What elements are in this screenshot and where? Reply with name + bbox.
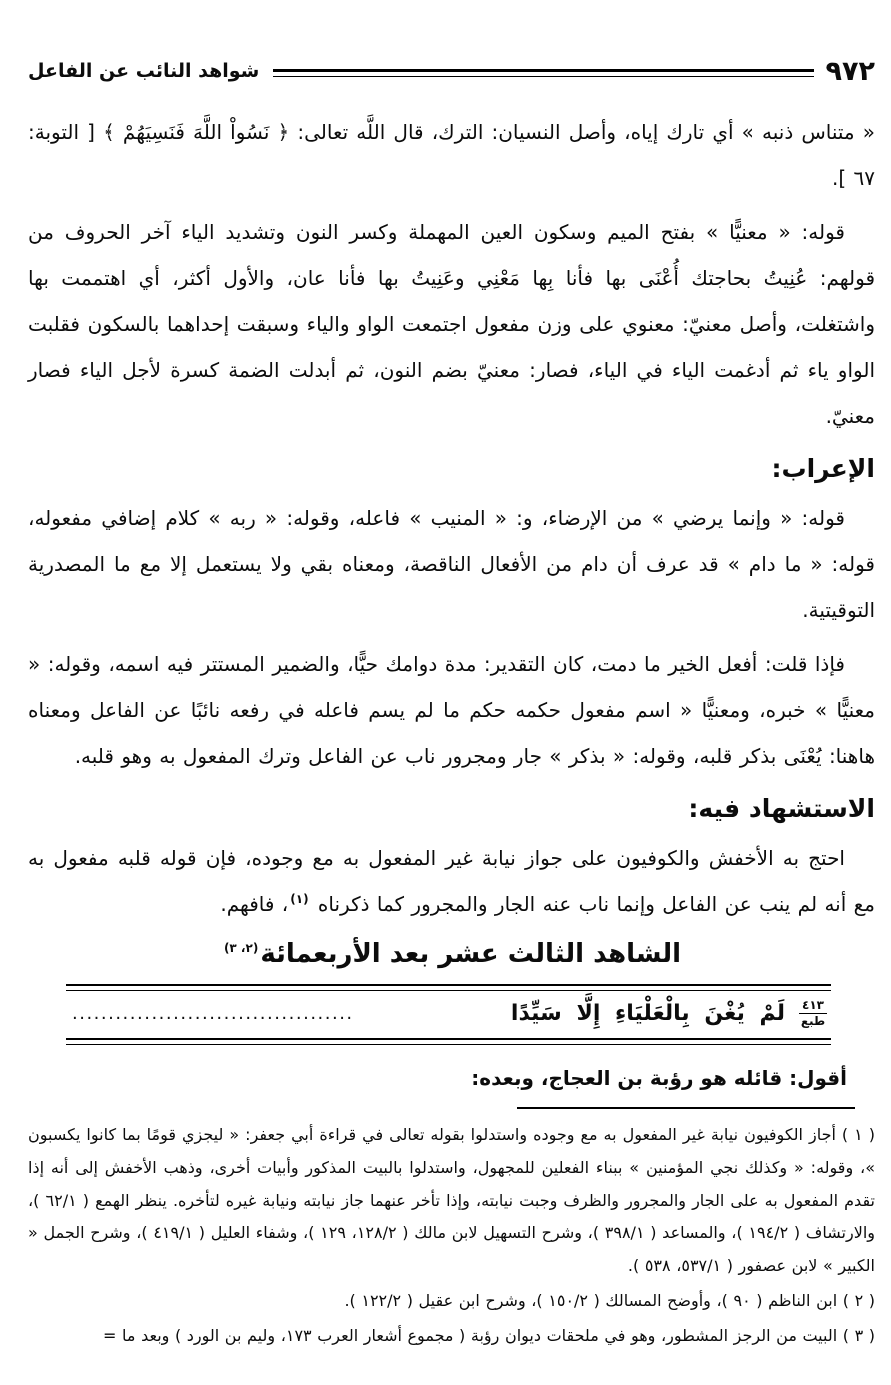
paragraph-mutanas: « متناس ذنبه » أي تارك إياه، وأصل النسيان: الترك، قال اللَّه تعالى: ﴿ نَسُواْ اللَّهَ فَنَسِيَهُمْ ﴾ [ التوبة: ٦٧ ].	[28, 120, 875, 190]
footnote-separator	[517, 1107, 855, 1109]
paragraph-istishhad	[28, 835, 875, 927]
paragraph-irab-2: فإذا قلت: أفعل الخير ما دمت، كان التقدير: مدة دوامك حيًّا، والضمير المستتر فيه اسمه، وقوله: « معنيًّا » خبره، ومعنيًّا « اسم مفعول حكمه حكم ما لم يسم فاعله في رفعه نائبًا عن الفاعل ومعناه هاهنا: يُعْنَى بذكر قلبه، وقوله: « بذكر » جار ومجرور ناب عن الفاعل وترك المفعول به وهو قلبه.	[28, 652, 875, 768]
paragraph-qawluhu: قوله: « معنيًّا » بفتح الميم وسكون العين المهملة وكسر النون وتشديد الياء آخر الحروف من قولهم: عُنِيتُ بحاجتك أُعْنَى بها فأنا بِها مَعْنِي وعَنِيتُ بها فأنا عان، والأول أكثر، أي اهتممت بها واشتغلت، وأصل معنيّ: معنوي على وزن مفعول اجتمعت الواو والياء وسبقت إحداهما بالسكون فقلبت الواو ياء ثم أدغمت الياء في الياء، فصار: معنيّ بضم النون، ثم أبدلت الضمة كسرة لأجل الياء فصار معنيّ.	[28, 220, 875, 428]
header-rule	[273, 69, 813, 77]
istishhad-text-before: احتج به الأخفش والكوفيون على جواز نيابة غير المفعول به مع وجوده، فإن قوله قلبه مفعول به مع أنه لم ينب عن الفاعل وإنما ناب عنه الجار والمجرور كما ذكرناه	[28, 846, 875, 916]
chapter-title: شواهد النائب عن الفاعل	[28, 60, 260, 82]
footnote-ref-1: (١)	[290, 892, 309, 907]
verse-block	[66, 984, 831, 1045]
shahid-title-text: الشاهد الثالث عشر بعد الأربعمائة	[260, 939, 682, 969]
verse-number	[799, 998, 827, 1029]
verse-ellipsis-dots: .......................................	[72, 1003, 354, 1024]
heading-istishhad: الاستشهاد فيه:	[688, 794, 875, 823]
istishhad-text-after: ، فافهم.	[220, 892, 289, 916]
page-number: ٩٧٢	[825, 56, 875, 87]
footnote-2: ( ٢ ) ابن الناظم ( ٩٠ )، وأوضح المسالك ( ١٥٠/٢ )، وشرح ابن عقيل ( ١٢٢/٢ ).	[344, 1290, 875, 1310]
verse-bottom-rule	[66, 1038, 831, 1045]
verse-number-label: طبع	[800, 1014, 826, 1028]
heading-irab: الإعراب:	[771, 454, 875, 483]
shahid-title	[28, 935, 875, 974]
verse-number-value: ٤١٣	[799, 998, 827, 1014]
paragraph-irab-1: قوله: « وإنما يرضي » من الإرضاء، و: « المنيب » فاعله، وقوله: « ربه » كلام إضافي مفعوله، قوله: « ما دام » قد عرف أن دام من الأفعال الناقصة، ومعناه بقي ولا يستعمل إلا مع ما المصدرية التوقيتية.	[28, 506, 875, 622]
footnote-ref-2-3: (٢، ٣)	[223, 941, 259, 956]
aqulu-line: أقول: قائله هو رؤبة بن العجاج، وبعده:	[471, 1066, 847, 1090]
footnote-1: ( ١ ) أجاز الكوفيون نيابة غير المفعول به مع وجوده واستدلوا بقوله تعالى في قراءة أبي جعفر: « ليجزي قومًا بما كانوا يكسبون »، وقوله: « وكذلك نجي المؤمنين » ببناء الفعلين للمجهول، واستدلوا بالبيت المذكور وأبيات أخرى، وذهب الأخفش إلى أنه إذا تقدم المفعول به على الجار والمجرور والظرف وجبت نيابته، وإذا تأخر عنهما جاز نيابته ونيابة غيره لتأخره. ينظر الهمع ( ٦٢/١ )، والارتشاف ( ١٩٤/٢ )، والمساعد ( ٣٩٨/١ )، وشرح التسهيل لابن مالك ( ١٢٨/٢، ١٢٩ )، وشفاء العليل ( ٤١٩/١ )، وشرح الجمل « الكبير » لابن عصفور ( ٥٣٧/١، ٥٣٨ ).	[28, 1125, 876, 1276]
footnote-3: ( ٣ ) البيت من الرجز المشطور، وهو في ملحقات ديوان رؤبة ( مجموع أشعار العرب ١٧٣، وليم بن الورد ) وبعد ما =	[103, 1325, 875, 1345]
verse-row	[66, 991, 831, 1038]
running-head	[28, 58, 875, 85]
verse-top-rule	[66, 984, 831, 991]
verse-text: لَمْ يُغْنَ بِالْعَلْيَاءِ إِلَّا سَيِّدًا	[510, 1001, 786, 1026]
